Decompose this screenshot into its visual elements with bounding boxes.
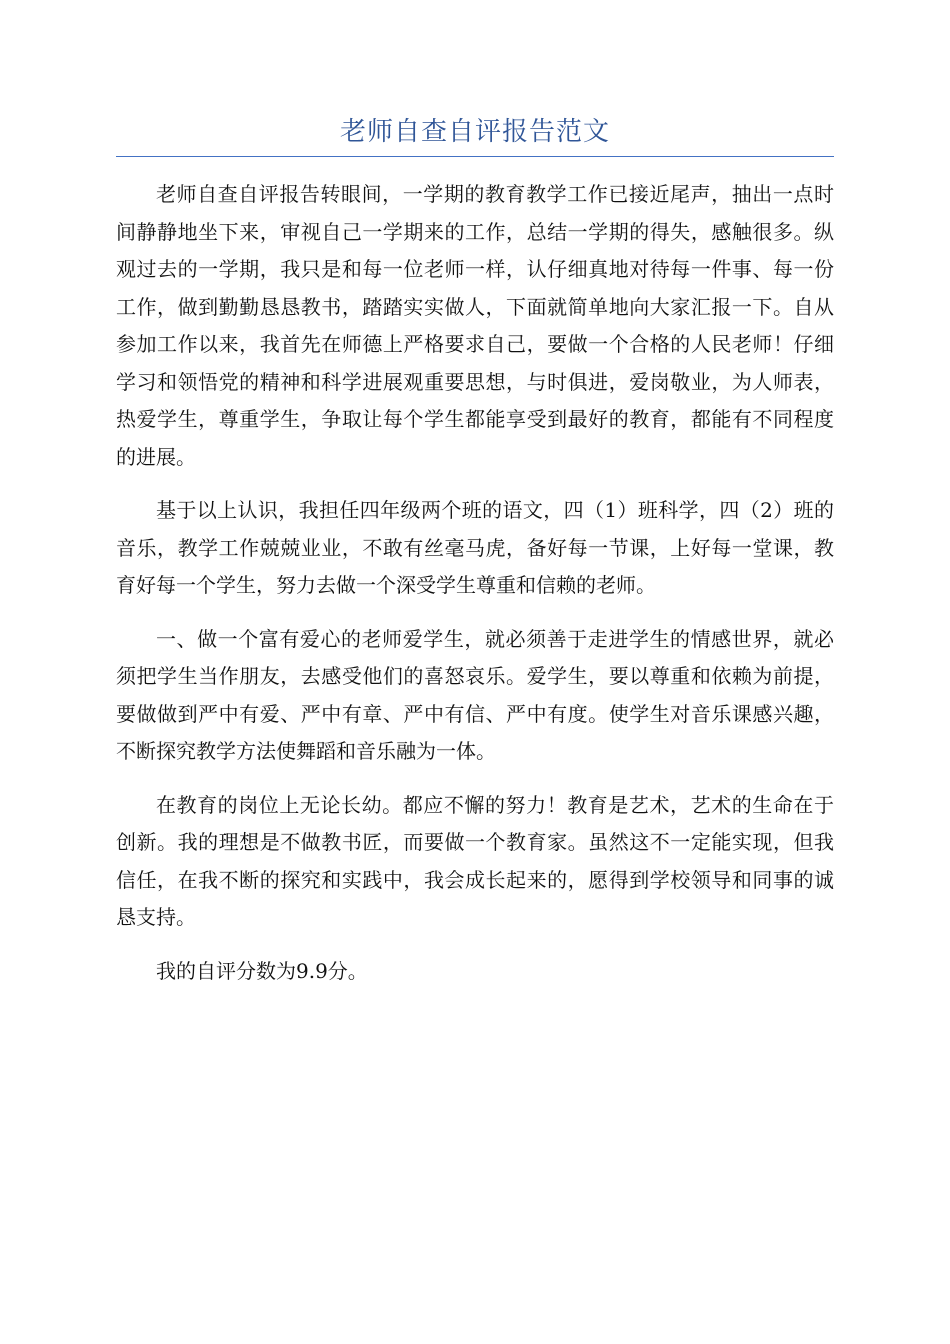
paragraph-3: 一、做一个富有爱心的老师爱学生，就必须善于走进学生的情感世界，就必须把学生当作朋友，去感受他们的喜怒哀乐。爱学生，要以尊重和依赖为前提，要做做到严中有爱、严中有章、严中有信、严中有度。使学生对音乐课感兴趣，不断探究教学方法使舞蹈和音乐融为一体。 [116,626,834,763]
paragraph-1: 老师自查自评报告转眼间，一学期的教育教学工作已接近尾声，抽出一点时间静静地坐下来，审视自己一学期来的工作，总结一学期的得失，感触很多。纵观过去的一学期，我只是和每一位老师一样，认仔细真地对待每一件事、每一份工作，做到勤勤恳恳教书，踏踏实实做人，下面就简单地向大家汇报一下。自从参加工作以来，我首先在师德上严格要求自己，要做一个合格的人民老师！仔细学习和领悟党的精神和科学进展观重要思想，与时俱进，爱岗敬业，为人师表，热爱学生，尊重学生，争取让每个学生都能享受到最好的教育，都能有不同程度的进展。 [116,182,834,469]
title-block [116,112,834,157]
document-title: 老师自查自评报告范文 [339,117,610,147]
paragraph-2: 基于以上认识，我担任四年级两个班的语文，四（1）班科学，四（2）班的音乐，教学工作兢兢业业，不敢有丝毫马虎，备好每一节课，上好每一堂课，教育好每一个学生，努力去做一个深受学生尊重和信赖的老师。 [116,498,834,597]
paragraph-4: 在教育的岗位上无论长幼。都应不懈的努力！教育是艺术，艺术的生命在于创新。我的理想是不做教书匠，而要做一个教育家。虽然这不一定能实现，但我信任，在我不断的探究和实践中，我会成长起来的，愿得到学校领导和同事的诚恳支持。 [116,792,834,929]
document-body [116,176,834,1006]
paragraph-5: 我的自评分数为9.9分。 [156,958,368,983]
